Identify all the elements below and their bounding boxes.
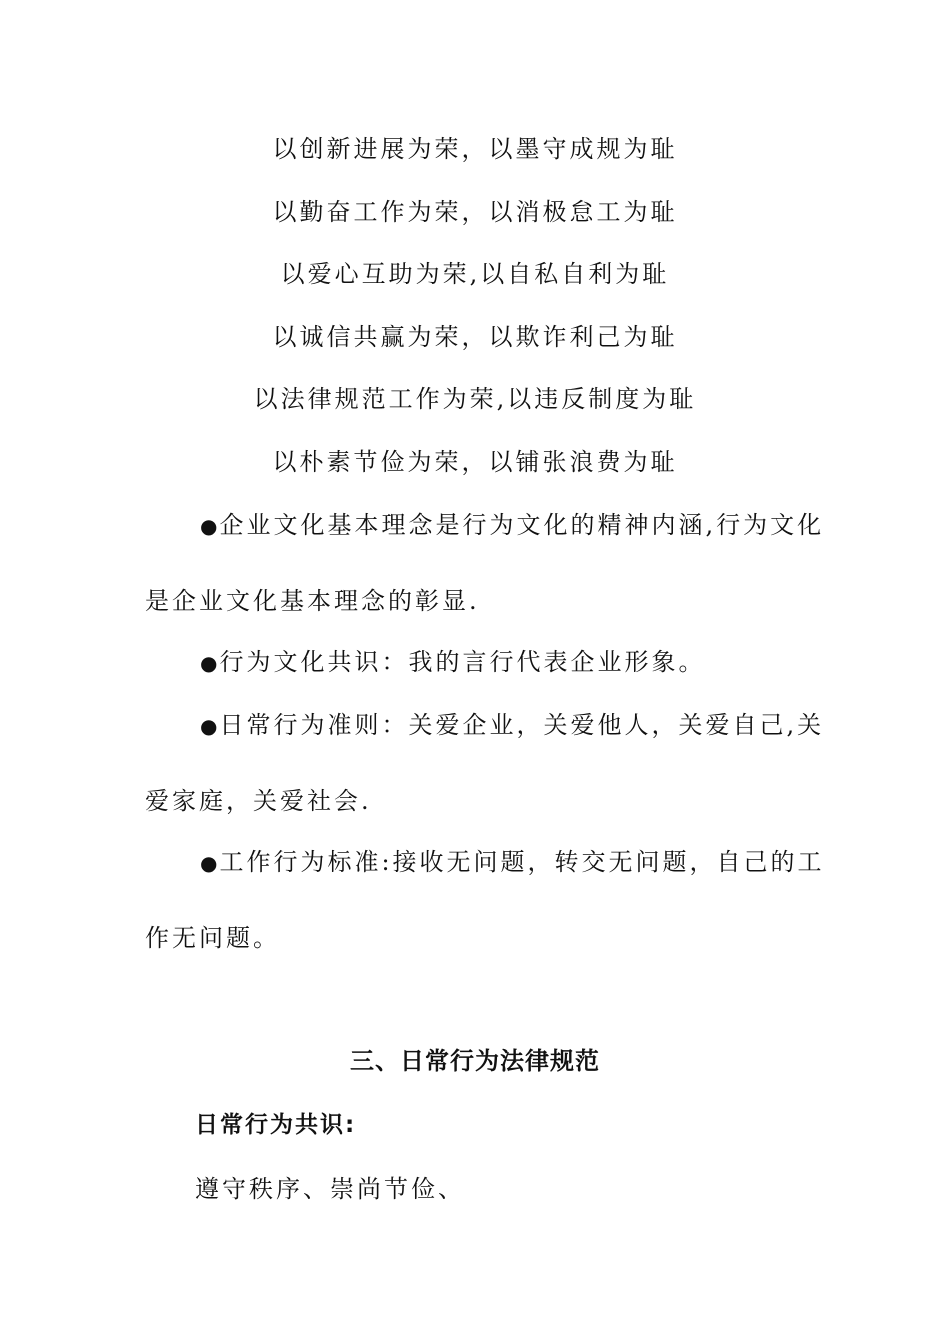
bullet-icon: ●: [200, 514, 218, 538]
bullet-paragraph-line: 是企业文化基本理念的彰显.: [145, 587, 480, 615]
bullet-paragraph-line: [200, 510, 825, 541]
motto-line: 以勤奋工作为荣，以消极怠工为耻: [272, 198, 678, 226]
motto-line: 以创新进展为荣，以墨守成规为耻: [272, 135, 678, 163]
bullet-text: 工作行为标准:接收无问题，转交无问题，自己的工: [219, 848, 825, 876]
bullet-icon: ●: [200, 651, 218, 675]
bullet-paragraph-line: 作无问题。: [145, 924, 280, 952]
bullet-paragraph-line: 爱家庭，关爱社会.: [145, 787, 372, 815]
bullet-paragraph-line: [200, 710, 825, 741]
motto-line: 以诚信共赢为荣，以欺诈利己为耻: [272, 323, 678, 351]
motto-line: 以法律规范工作为荣,以违反制度为耻: [253, 385, 697, 413]
bullet-text: 行为文化共识：我的言行代表企业形象。: [219, 648, 706, 676]
bullet-icon: ●: [200, 851, 218, 875]
bullet-icon: ●: [200, 714, 218, 738]
section-heading: 三、日常行为法律规范: [350, 1047, 600, 1075]
motto-line: 以爱心互助为荣,以自私自利为耻: [280, 260, 670, 288]
bullet-paragraph-line: [200, 647, 705, 678]
bullet-paragraph-line: [200, 847, 825, 878]
section-subheading: 日常行为共识:: [195, 1112, 357, 1138]
bullet-text: 日常行为准则：关爱企业，关爱他人，关爱自己,关: [219, 711, 825, 739]
section-body-text: 遵守秩序、崇尚节俭、: [195, 1175, 465, 1203]
bullet-text: 企业文化基本理念是行为文化的精神内涵,行为文化: [219, 511, 825, 539]
motto-line: 以朴素节俭为荣，以铺张浪费为耻: [272, 448, 678, 476]
